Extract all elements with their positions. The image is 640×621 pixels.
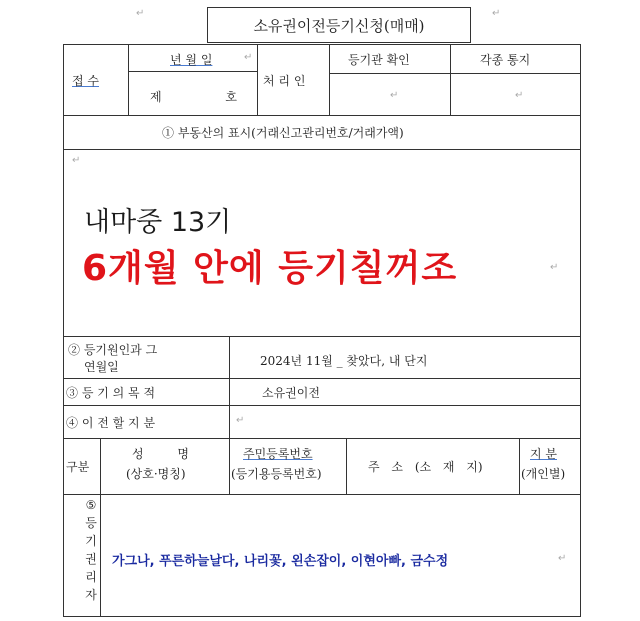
property-line2: 6개월 안에 등기칠꺼조 [82,248,458,289]
property-line1: 내마중 13기 [84,207,232,238]
registry-check-label: 등기관 확인 [348,53,410,67]
cause-value: 2024년 11월 _ 찾았다, 내 단지 [260,354,428,368]
name-subheader: (상호·명칭) [126,467,186,481]
id-header: 주민등록번호 [243,447,313,461]
purpose-value: 소유권이전 [262,386,320,400]
return-mark: ↵ [244,52,253,63]
date-label: 년 월 일 [170,53,213,67]
number-label: 제 호 [150,90,237,104]
share-transfer-label: ④ 이 전 할 지 분 [66,416,156,430]
rights-holder-names: 가그나, 푸른하늘날다, 나리꽃, 왼손잡이, 이현아빠, 금수정 [112,554,449,569]
property-label: ① 부동산의 표시(거래신고관리번호/거래가액) [162,126,404,140]
address-header: 주 소 (소 재 지) [368,460,483,474]
return-mark: ↵ [72,155,81,166]
return-mark: ↵ [558,553,567,564]
return-mark: ↵ [390,90,399,101]
return-mark: ↵ [136,8,145,19]
cause-label-b: 연월일 [84,360,119,374]
return-mark: ↵ [550,262,559,273]
return-mark: ↵ [236,415,245,426]
notices-label: 각종 통지 [480,53,531,67]
return-mark: ↵ [492,8,501,19]
share-subheader: (개인별) [521,467,566,481]
share-header: 지 분 [530,447,557,461]
purpose-label: ③ 등 기 의 목 적 [66,386,156,400]
cause-label-a: ② 등기원인과 그 [68,343,158,357]
form-title [207,7,471,43]
return-mark: ↵ [515,90,524,101]
rights-holder-label: ⑤ 등 기 권 리 자 [85,498,97,602]
name-header: 성 명 [132,447,189,461]
category-header: 구분 [66,460,90,474]
receipt-label: 접 수 [72,74,99,88]
id-subheader: (등기용등록번호) [231,467,322,481]
processor-label: 처 리 인 [263,74,306,88]
form-title-text: 소유권이전등기신청(매매) [253,16,425,35]
